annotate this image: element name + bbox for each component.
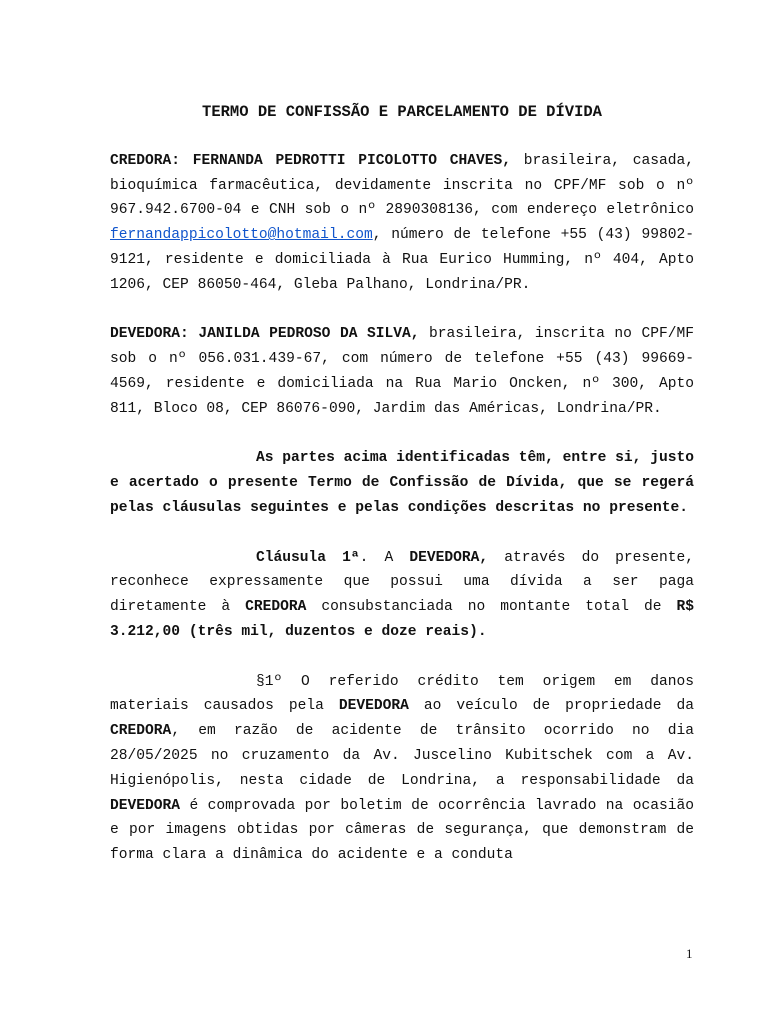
clausula-1-text-3: consubstanciada no montante total de xyxy=(306,599,677,616)
paragrafo-1-text-3: , em razão de acidente de trânsito ocorrido no dia 28/05/2025 no cruzamento da Av. Juscelino Kubitschek com a Av. Higienópolis, nesta cidade de Londrina, a responsabilidade da xyxy=(110,723,694,789)
clausula-1-credora: CREDORA xyxy=(245,599,307,616)
clausula-1-heading: Cláusula 1ª xyxy=(256,549,360,566)
credora-email-link[interactable]: fernandappicolotto@hotmail.com xyxy=(110,227,373,244)
devedora-text: brasileira, inscrita no CPF/MF sob o nº 056.031.439-67, com número de telefone +55 (43) 99669-4569, residente e domiciliada na Rua Mario Oncken, nº 300, Apto 811, Bloco 08, CEP 86076-090, Jardim das Américas, Londrina/PR. xyxy=(110,326,694,417)
document-title: TERMO DE CONFISSÃO E PARCELAMENTO DE DÍVIDA xyxy=(202,103,602,121)
paragrafo-1-text-1: §1º O referido crédito tem origem em danos materiais causados pela xyxy=(110,673,694,715)
credora-label: CREDORA: FERNANDA PEDROTTI PICOLOTTO CHAVES, xyxy=(110,152,512,169)
paragrafo-1-credora: CREDORA xyxy=(110,723,172,740)
document-body xyxy=(110,100,694,893)
devedora-label: DEVEDORA: JANILDA PEDROSO DA SILVA, xyxy=(110,326,420,343)
clausula-1-amount: R$ 3.212,00 (três mil, duzentos e doze reais). xyxy=(110,599,695,640)
credora-paragraph xyxy=(110,149,694,298)
devedora-paragraph xyxy=(110,322,694,421)
paragrafo-1-text-4: é comprovada por boletim de ocorrência lavrado na ocasião e por imagens obtidas por câmeras de segurança, que demonstram de forma clara a dinâmica do acidente e a conduta xyxy=(110,797,694,864)
preamble-paragraph: As partes acima identificadas têm, entre si, justo e acertado o presente Termo de Confissão de Dívida, que se regerá pelas cláusulas seguintes e pelas condições descritas no presente. xyxy=(110,450,694,516)
clausula-1-text-2: através do presente, reconhece expressamente que possui uma dívida a ser paga diretamente à xyxy=(110,549,694,616)
credora-text: brasileira, casada, bioquímica farmacêutica, devidamente inscrita no CPF/MF sob o nº 967.942.6700-04 e CNH sob o nº 2890308136, com endereço eletrônico xyxy=(110,152,695,219)
paragrafo-1-devedora-1: DEVEDORA xyxy=(338,698,409,715)
paragrafo-1-devedora-2: DEVEDORA xyxy=(110,797,181,814)
credora-text-rest: , número de telefone +55 (43) 99802-9121, residente e domiciliada à Rua Eurico Humming, nº 404, Apto 1206, CEP 86050-464, Gleba Palhano, Londrina/PR. xyxy=(110,227,694,293)
paragrafo-1-text-2: ao veículo de propriedade da xyxy=(408,698,694,715)
page-number: 1 xyxy=(686,946,693,961)
clausula-1-paragraph xyxy=(110,546,694,645)
clausula-1-text-1: . A xyxy=(359,549,410,566)
paragrafo-1-paragraph xyxy=(110,670,694,868)
clausula-1-devedora: DEVEDORA, xyxy=(409,549,489,566)
